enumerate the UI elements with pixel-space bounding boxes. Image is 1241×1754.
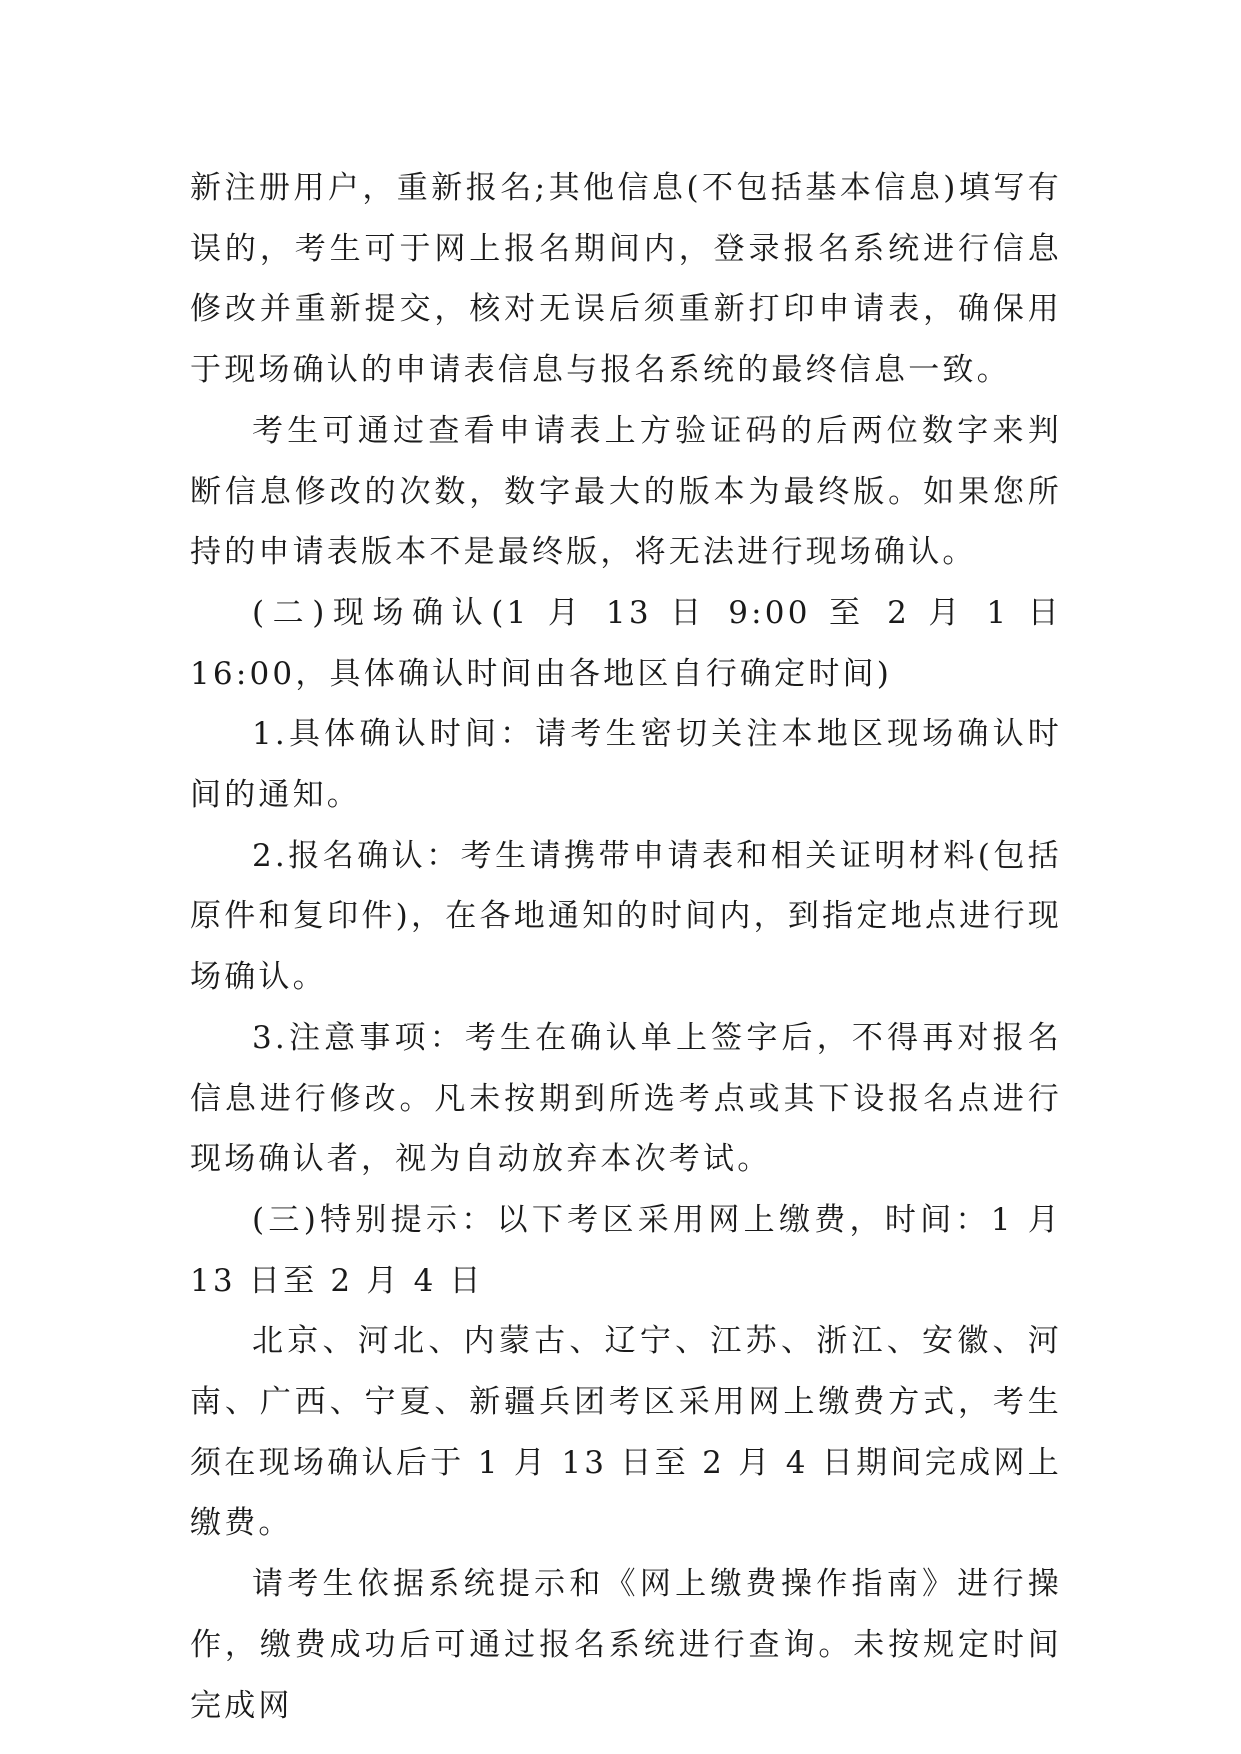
paragraph-payment-guide: 请考生依据系统提示和《网上缴费操作指南》进行操作，缴费成功后可通过报名系统进行查询。未按规定时间完成网 (190, 1566, 1062, 1724)
item-notes: 3.注意事项：考生在确认单上签字后，不得再对报名信息进行修改。凡未按期到所选考点或其下设报名点进行现场确认者，视为自动放弃本次考试。 (190, 1019, 1062, 1178)
paragraph-online-payment-regions: 北京、河北、内蒙古、辽宁、江苏、浙江、安徽、河南、广西、宁夏、新疆兵团考区采用网上缴费方式，考生须在现场确认后于 1 月 13 日至 2 月 4 日期间完成网上缴费。 (190, 1323, 1062, 1542)
item-registration-confirmation: 2.报名确认：考生请携带申请表和相关证明材料(包括原件和复印件)，在各地通知的时间内，到指定地点进行现场确认。 (190, 837, 1062, 996)
paragraph-version-check: 考生可通过查看申请表上方验证码的后两位数字来判断信息修改的次数，数字最大的版本为最终版。如果您所持的申请表版本不是最终版，将无法进行现场确认。 (190, 412, 1062, 571)
section-heading-special-notice: (三)特别提示：以下考区采用网上缴费，时间：1 月 13 日至 2 月 4 日 (190, 1201, 1062, 1299)
paragraph-continuation: 新注册用户，重新报名;其他信息(不包括基本信息)填写有误的，考生可于网上报名期间内，登录报名系统进行信息修改并重新提交，核对无误后须重新打印申请表，确保用于现场确认的申请表信息与报名系统的最终信息一致。 (190, 170, 1062, 389)
document-body (190, 158, 1062, 1736)
item-confirmation-time: 1.具体确认时间：请考生密切关注本地区现场确认时间的通知。 (190, 716, 1062, 814)
section-heading-onsite-confirmation: (二)现场确认(1 月 13 日 9:00 至 2 月 1 日 16:00，具体确认时间由各地区自行确定时间) (190, 594, 1062, 692)
